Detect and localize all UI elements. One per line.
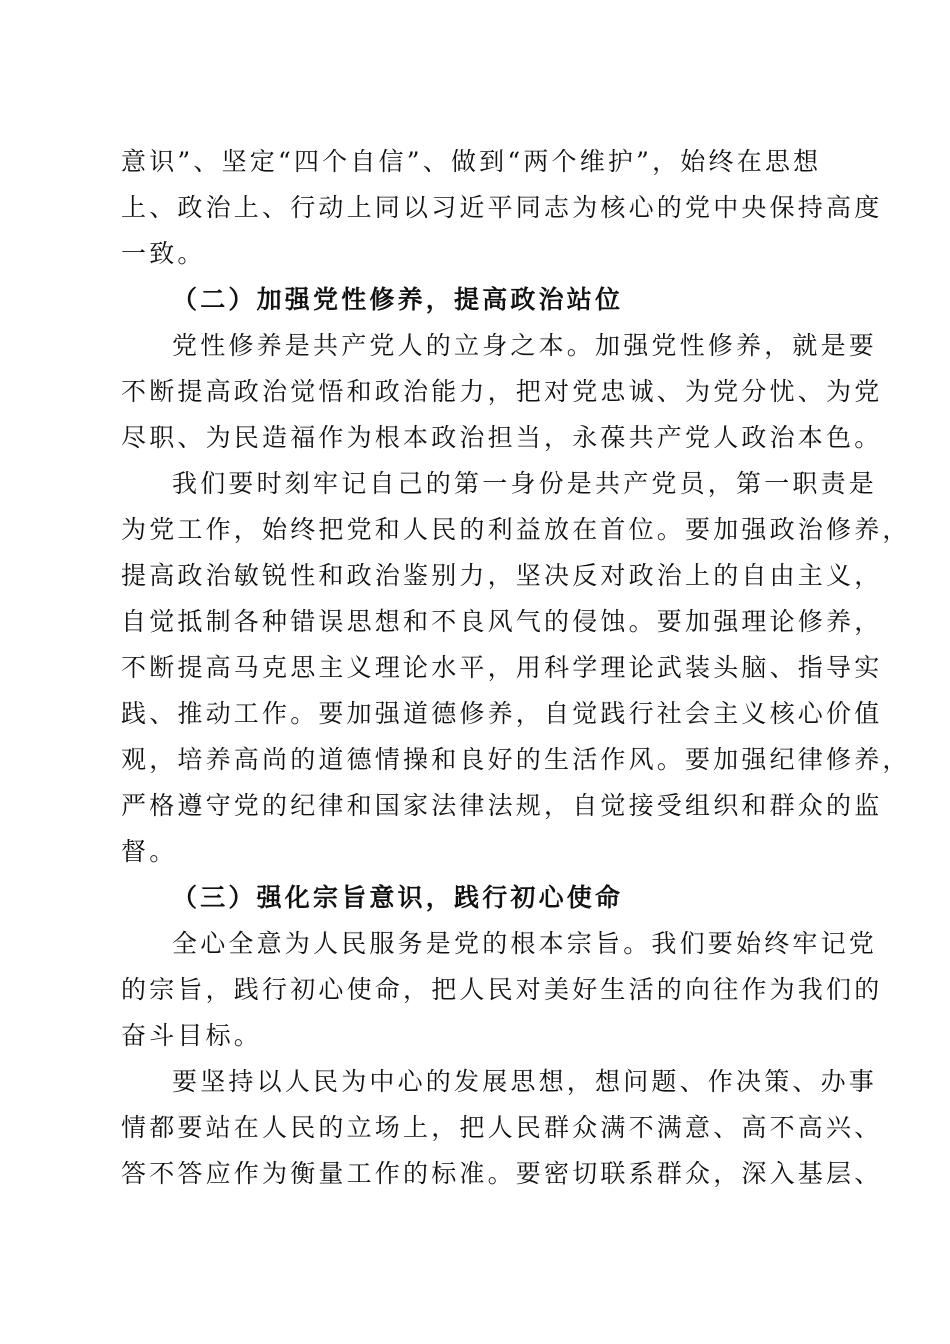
text-line: 尽职、为民造福作为根本政治担当，永葆共产党人政治本色。 — [121, 423, 883, 452]
text-line: 不断提高马克思主义理论水平，用科学理论武装头脑、指导实 — [121, 653, 883, 682]
text-line: 答不答应作为衡量工作的标准。要密切联系群众，深入基层、 — [121, 1159, 883, 1188]
text-line: 督。 — [121, 837, 178, 866]
paragraph-first-line: 全心全意为人民服务是党的根本宗旨。我们要始终牢记党 — [172, 929, 878, 958]
text-line: 践、推动工作。要加强道德修养，自觉践行社会主义核心价值 — [121, 699, 883, 728]
text-line: 观，培养高尚的道德情操和良好的生活作风。要加强纪律修养， — [121, 745, 911, 774]
text-line: 为党工作，始终把党和人民的利益放在首位。要加强政治修养， — [121, 515, 911, 544]
text-line: 情都要站在人民的立场上，把人民群众满不满意、高不高兴、 — [121, 1113, 883, 1142]
text-line: 不断提高政治觉悟和政治能力，把对党忠诚、为党分忧、为党 — [121, 377, 883, 406]
paragraph-first-line: 党性修养是共产党人的立身之本。加强党性修养，就是要 — [172, 331, 878, 360]
text-line: 严格遵守党的纪律和国家法律法规，自觉接受组织和群众的监 — [121, 791, 883, 820]
section-heading-2: （二）加强党性修养，提高政治站位 — [172, 285, 624, 314]
text-line: 奋斗目标。 — [121, 1021, 263, 1050]
text-line: 一致。 — [121, 239, 206, 268]
text-line: 上、政治上、行动上同以习近平同志为核心的党中央保持高度 — [121, 193, 883, 222]
text-line: 自觉抵制各种错误思想和不良风气的侵蚀。要加强理论修养， — [121, 607, 883, 636]
paragraph-first-line: 我们要时刻牢记自己的第一身份是共产党员，第一职责是 — [172, 469, 878, 498]
paragraph-first-line: 要坚持以人民为中心的发展思想，想问题、作决策、办事 — [172, 1067, 878, 1096]
text-line: 意识”、坚定“四个自信”、做到“两个维护”，始终在思想 — [121, 147, 822, 176]
text-line: 的宗旨，践行初心使命，把人民对美好生活的向往作为我们的 — [121, 975, 883, 1004]
text-line: 提高政治敏锐性和政治鉴别力，坚决反对政治上的自由主义， — [121, 561, 883, 590]
section-heading-3: （三）强化宗旨意识，践行初心使命 — [172, 883, 624, 912]
